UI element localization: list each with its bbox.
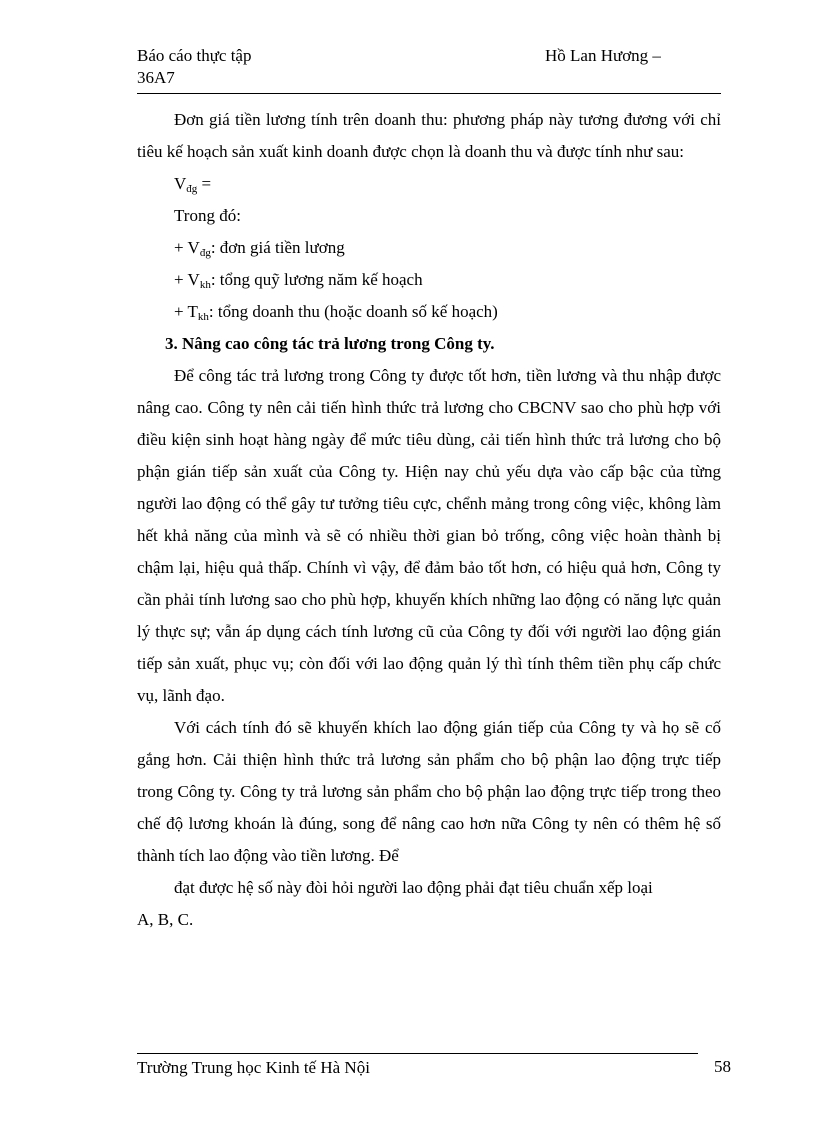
footer-divider bbox=[137, 1053, 698, 1054]
body-paragraph: đạt được hệ số này đòi hỏi người lao động phải đạt tiêu chuẩn xếp loại bbox=[174, 878, 653, 897]
body-paragraph: Để công tác trả lương trong Công ty được tốt hơn, tiền lương và thu nhập được nâng cao. Công ty nên cải tiến hình thức trả lương cho CBCNV sao cho phù hợp với điều kiện sinh hoạt hàng ngày để mức tiêu dùng, cải tiến hình thức trả lương cho bộ phận gián tiếp sản xuất của Công ty. Hiện nay chủ yếu dựa vào cấp bậc của từng người lao động có thể gây tư tưởng tiêu cực, chểnh mảng trong công việc, không làm hết khả năng của mình và sẽ có nhiều thời gian bỏ trống, công việc hoàn thành bị chậm lại, hiệu quả thấp. Chính vì vậy, để đảm bảo tốt hơn, có hiệu quả hơn, Công ty cần phải tính lương sao cho phù hợp, khuyến khích những lao động có năng lực quản lý thực sự; vẫn áp dụng cách tính lương cũ của Công ty đối với người lao động gián tiếp sản xuất, phục vụ; còn đối với lao động quản lý thì tính thêm tiền phụ cấp chức vụ, lãnh đạo. bbox=[137, 366, 721, 705]
body-paragraph: Với cách tính đó sẽ khuyến khích lao động gián tiếp của Công ty và họ sẽ cố gắng hơn. Cải thiện hình thức trả lương sản phẩm cho bộ phận lao động trực tiếp trong Công ty. Công ty trả lương sản phẩm cho bộ phận lao động trực tiếp trong theo chế độ lương khoán là đúng, song để nâng cao hơn nữa Công ty nên có thêm hệ số thành tích lao động vào tiền lương. Để bbox=[137, 718, 721, 865]
author-name: Hồ Lan Hương – bbox=[545, 46, 661, 65]
where-label: Trong đó: bbox=[174, 206, 241, 225]
footer-school: Trường Trung học Kinh tế Hà Nội bbox=[137, 1058, 370, 1077]
formula-subscript: đg bbox=[186, 183, 198, 195]
intro-paragraph: Đơn giá tiền lương tính trên doanh thu: phương pháp này tương đương với chỉ tiêu kế hoạch sản xuất kinh doanh được chọn là doanh thu và được tính như sau: bbox=[137, 110, 721, 161]
body-paragraph-end: A, B, C. bbox=[137, 910, 194, 929]
class-code: 36A7 bbox=[137, 68, 175, 87]
header-divider bbox=[137, 93, 721, 94]
definition-item: + $T_{kh}$: tổng doanh thu (hoặc doanh số kế hoạch) bbox=[174, 302, 498, 323]
section-heading: 3. Nâng cao công tác trả lương trong Công ty. bbox=[165, 334, 495, 353]
formula-symbol: V bbox=[174, 174, 187, 193]
formula-equals: = bbox=[197, 174, 212, 193]
report-title: Báo cáo thực tập bbox=[137, 46, 252, 65]
formula-line bbox=[137, 168, 721, 200]
definition-item: + $V_{kh}$: tổng quỹ lương năm kế hoạch bbox=[174, 270, 423, 291]
page-content bbox=[137, 104, 721, 936]
page-number: 58 bbox=[714, 1057, 731, 1076]
definition-item: + $V_{đg}$: đơn giá tiền lương bbox=[174, 238, 345, 259]
